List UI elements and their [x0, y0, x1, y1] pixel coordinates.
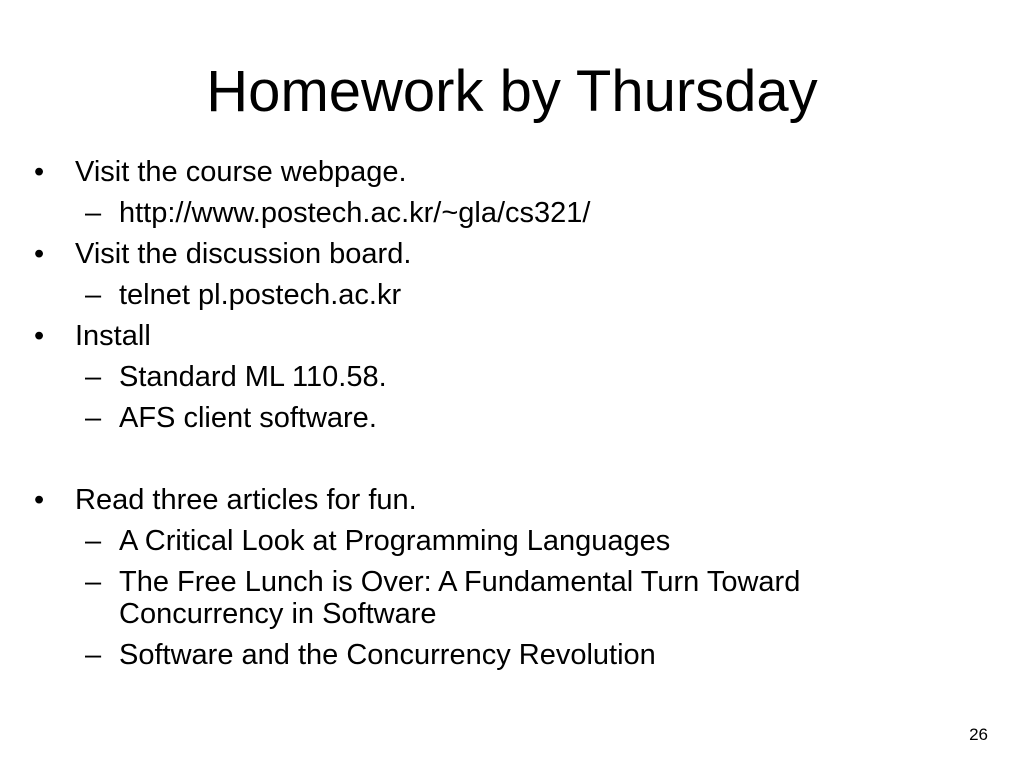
bullet-marker: • — [34, 484, 45, 516]
dash-marker: – — [85, 361, 102, 393]
sub-bullet-item — [32, 562, 939, 635]
sub-bullet-text: The Free Lunch is Over: A Fundamental Turn Toward Concurrency in Software — [119, 566, 801, 630]
sub-bullet-text: Software and the Concurrency Revolution — [119, 639, 656, 671]
sub-bullet-item — [32, 357, 972, 398]
bullet-marker: • — [34, 238, 45, 270]
dash-marker: – — [85, 566, 102, 598]
bullet-text: Read three articles for fun. — [75, 484, 417, 516]
bullet-text: Visit the course webpage. — [75, 156, 407, 188]
bullet-item — [32, 480, 972, 521]
sub-bullet-item — [32, 275, 972, 316]
dash-marker: – — [85, 279, 102, 311]
bullet-item — [32, 316, 972, 357]
sub-bullet-item — [32, 635, 972, 676]
slide-title: Homework by Thursday — [206, 59, 818, 124]
dash-marker: – — [85, 402, 102, 434]
dash-marker: – — [85, 197, 102, 229]
spacer — [32, 439, 972, 480]
bullet-item — [32, 152, 972, 193]
sub-bullet-item — [32, 398, 972, 439]
bullet-marker: • — [34, 156, 45, 188]
sub-bullet-text: telnet pl.postech.ac.kr — [119, 279, 402, 311]
sub-bullet-text: A Critical Look at Programming Languages — [119, 525, 671, 557]
bullet-text: Install — [75, 320, 151, 352]
bullet-item — [32, 234, 972, 275]
bullet-marker: • — [34, 320, 45, 352]
bullet-text: Visit the discussion board. — [75, 238, 412, 270]
sub-bullet-item — [32, 521, 972, 562]
sub-bullet-text: http://www.postech.ac.kr/~gla/cs321/ — [119, 197, 591, 229]
dash-marker: – — [85, 639, 102, 671]
sub-bullet-text: AFS client software. — [119, 402, 377, 434]
dash-marker: – — [85, 525, 102, 557]
bullet-list — [32, 152, 972, 676]
sub-bullet-item — [32, 193, 972, 234]
page-number: 26 — [969, 725, 988, 744]
sub-bullet-text: Standard ML 110.58. — [119, 361, 387, 393]
